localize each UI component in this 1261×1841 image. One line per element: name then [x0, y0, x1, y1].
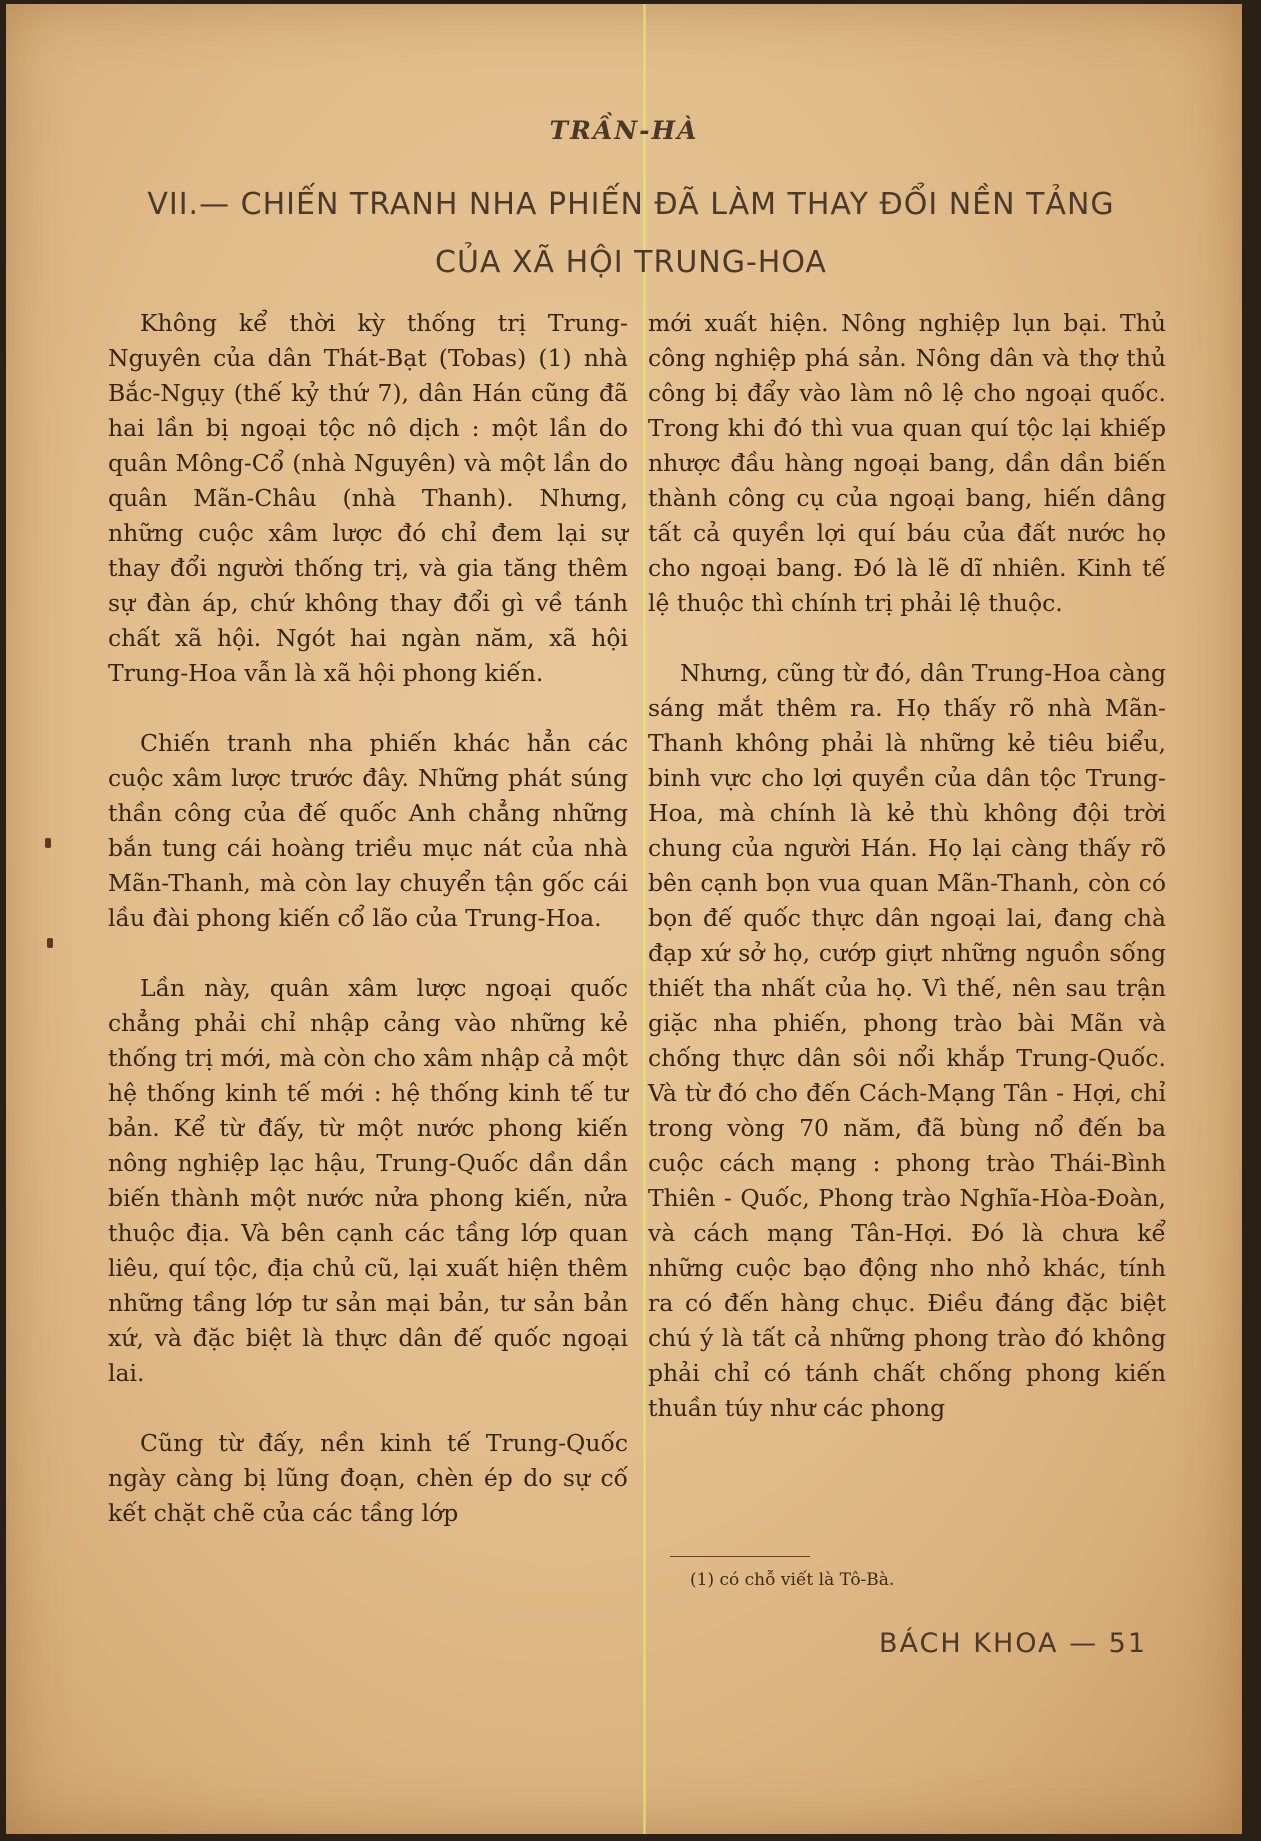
- book-page: [6, 4, 1242, 1834]
- paragraph: mới xuất hiện. Nông nghiệp lụn bại. Thủ công nghiệp phá sản. Nông dân và thợ thủ công bị đẩy vào làm nô lệ cho ngoại quốc. Trong khi đó thì vua quan quí tộc lại khiếp nhược đầu hàng ngoại bang, dần dần biến thành công cụ của ngoại bang, hiến dâng tất cả quyền lợi quí báu của đất nước họ cho ngoại bang. Đó là lẽ dĩ nhiên. Kinh tế lệ thuộc thì chính trị phải lệ thuộc.: [648, 309, 1166, 617]
- margin-ink-mark: [47, 938, 53, 948]
- paragraph: Lần này, quân xâm lược ngoại quốc chẳng phải chỉ nhập cảng vào những kẻ thống trị mới, mà còn cho xâm nhập cả một hệ thống kinh tế mới : hệ thống kinh tế tư bản. Kể từ đấy, từ một nước phong kiến nông nghiệp lạc hậu, Trung-Quốc dần dần biến thành một nước nửa phong kiến, nửa thuộc địa. Và bên cạnh các tầng lớp quan liêu, quí tộc, địa chủ cũ, lại xuất hiện thêm những tầng lớp tư sản mại bản, tư sản bản xứ, và đặc biệt là thực dân đế quốc ngoại lai.: [108, 974, 628, 1387]
- left-column: [108, 306, 628, 1566]
- paragraph: Không kể thời kỳ thống trị Trung-Nguyên của dân Thát-Bạt (Tobas) (1) nhà Bắc-Ngụy (thế kỷ thứ 7), dân Hán cũng đã hai lần bị ngoại tộc nô dịch : một lần do quân Mông-Cổ (nhà Nguyên) và một lần do quân Mãn-Châu (nhà Thanh). Nhưng, những cuộc xâm lược đó chỉ đem lại sự thay đổi người thống trị, và gia tăng thêm sự đàn áp, chứ không thay đổi gì về tánh chất xã hội. Ngót hai ngàn năm, xã hội Trung-Hoa vẫn là xã hội phong kiến.: [108, 309, 628, 687]
- right-column: [648, 306, 1166, 1461]
- chapter-title-line-2: CỦA XÃ HỘI TRUNG-HOA: [435, 245, 827, 280]
- paragraph: Cũng từ đấy, nền kinh tế Trung-Quốc ngày càng bị lũng đoạn, chèn ép do sự cố kết chặt chẽ của các tầng lớp: [108, 1429, 628, 1527]
- page-footer: BÁCH KHOA — 51: [879, 1628, 1148, 1659]
- footnote-divider: [670, 1556, 810, 1557]
- author-name: TRẦN-HÀ: [549, 116, 699, 145]
- paragraph: Nhưng, cũng từ đó, dân Trung-Hoa càng sáng mắt thêm ra. Họ thấy rõ nhà Mãn-Thanh không phải là những kẻ tiêu biểu, binh vực cho lợi quyền của dân tộc Trung-Hoa, mà chính là kẻ thù không đội trời chung của người Hán. Họ lại càng thấy rõ bên cạnh bọn vua quan Mãn-Thanh, còn có bọn đế quốc thực dân ngoại lai, đang chà đạp xứ sở họ, cướp giựt những nguồn sống thiết tha nhất của họ. Vì thế, nên sau trận giặc nha phiến, phong trào bài Mãn và chống thực dân sôi nổi khắp Trung-Quốc. Và từ đó cho đến Cách-Mạng Tân - Hợi, chỉ trong vòng 70 năm, đã bùng nổ đến ba cuộc cách mạng : phong trào Thái-Bình Thiên - Quốc, Phong trào Nghĩa-Hòa-Đoàn, và cách mạng Tân-Hợi. Đó là chưa kể những cuộc bạo động nho nhỏ khác, tính ra có đến hàng chục. Điều đáng đặc biệt chú ý là tất cả những phong trào đó không phải chỉ có tánh chất chống phong kiến thuần túy như các phong: [648, 659, 1166, 1422]
- chapter-title-line-1: VII.— CHIẾN TRANH NHA PHIẾN ĐÃ LÀM THAY ĐỔI NỀN TẢNG: [147, 187, 1115, 222]
- chapter-title: [131, 176, 1131, 292]
- margin-ink-mark: [45, 838, 51, 848]
- footnote: (1) có chỗ viết là Tô-Bà.: [690, 1570, 895, 1590]
- paragraph: Chiến tranh nha phiến khác hẳn các cuộc xâm lược trước đây. Những phát súng thần công của đế quốc Anh chẳng những bắn tung cái hoàng triều mục nát của nhà Mãn-Thanh, mà còn lay chuyển tận gốc cái lầu đài phong kiến cổ lão của Trung-Hoa.: [108, 729, 628, 932]
